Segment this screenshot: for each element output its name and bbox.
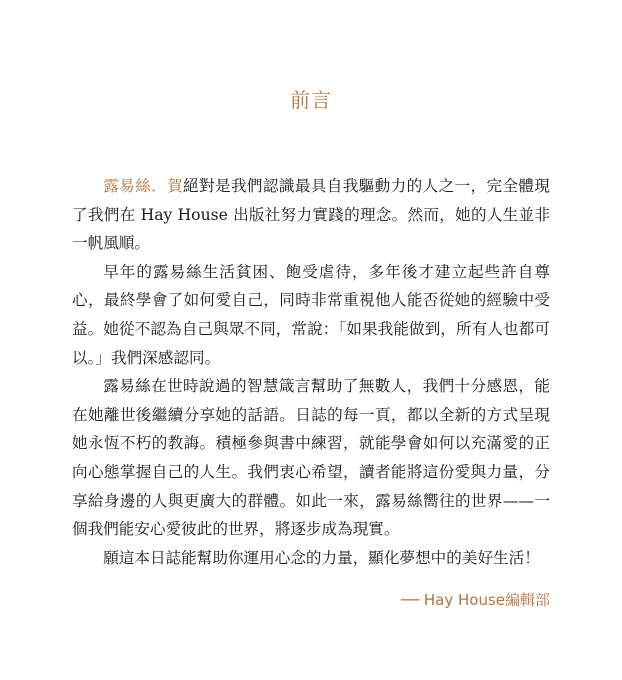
author-name: 露易絲．賀 bbox=[103, 177, 184, 195]
paragraph-1-text: 絕對是我們認識最具自我驅動力的人之一，完全體現了我們在 Hay House 出版社努力實踐的理念。然而，她的人生並非一帆風順。 bbox=[72, 177, 550, 253]
preface-body bbox=[72, 172, 550, 572]
paragraph-1 bbox=[72, 172, 550, 258]
paragraph-3: 露易絲在世時說過的智慧箴言幫助了無數人，我們十分感恩，能在她離世後繼續分享她的話語。日誌的每一頁，都以全新的方式呈現她永恆不朽的教誨。積極參與書中練習，就能學會如何以充滿愛的正向心態掌握自己的人生。我們衷心希望，讀者能將這份愛與力量，分享給身邊的人與更廣大的群體。如此一來，露易絲嚮往的世界——一個我們能安心愛彼此的世界，將逐步成為現實。 bbox=[72, 377, 550, 539]
paragraph-2: 早年的露易絲生活貧困、飽受虐待，多年後才建立起些許自尊心，最終學會了如何愛自己，同時非常重視他人能否從她的經驗中受益。她從不認為自己與眾不同，常說：「如果我能做到，所有人也都可以。」我們深感認同。 bbox=[72, 262, 550, 367]
page-title: 前言 bbox=[290, 88, 332, 112]
signature: ── Hay House編輯部 bbox=[401, 591, 550, 609]
paragraph-4: 願這本日誌能幫助你運用心念的力量，顯化夢想中的美好生活！ bbox=[103, 548, 540, 567]
